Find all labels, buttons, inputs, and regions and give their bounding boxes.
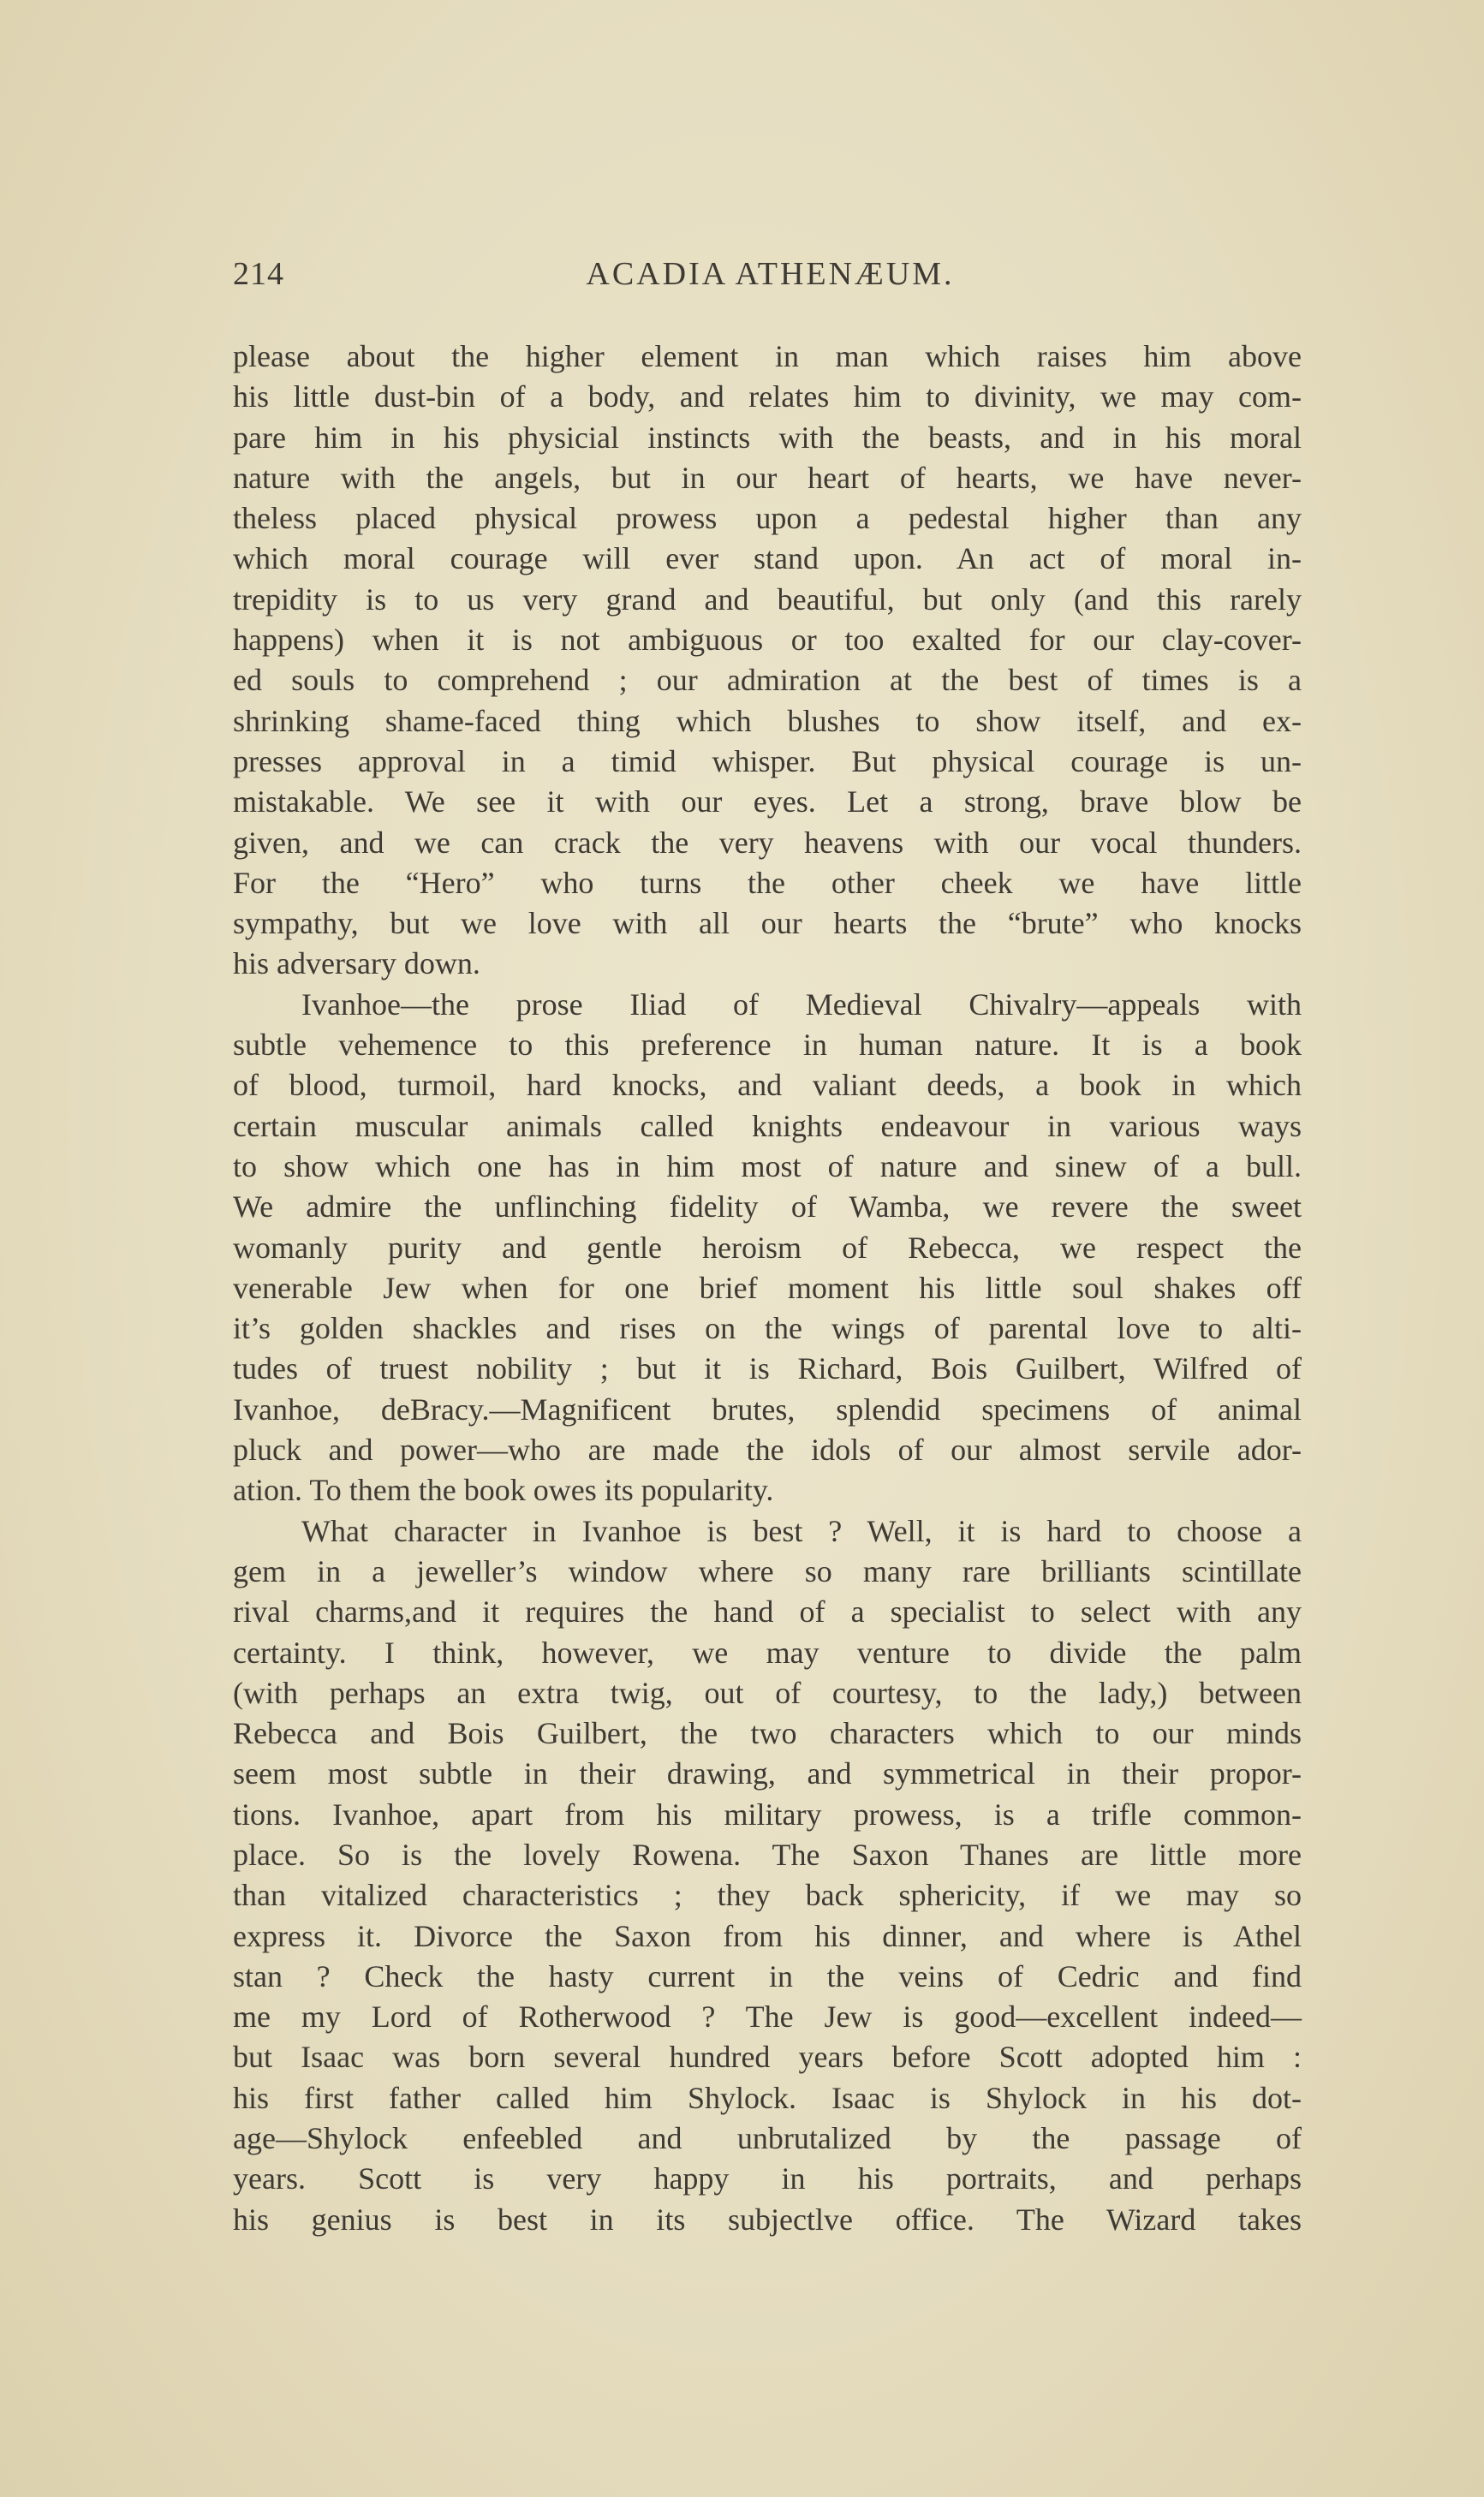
text-line: sympathy, but we love with all our hearts the “brute” who knocks — [233, 906, 1302, 941]
text-line: his adversary down. — [233, 946, 480, 981]
text-line: venerable Jew when for one brief moment his little soul shakes off — [233, 1270, 1302, 1305]
text-line: Ivanhoe—the prose Iliad of Medieval Chivalry—appeals with — [301, 986, 1302, 1022]
text-line: given, and we can crack the very heavens with our vocal thunders. — [233, 825, 1302, 860]
text-line: tudes of truest nobility ; but it is Richard, Bois Guilbert, Wilfred of — [233, 1351, 1302, 1386]
text-line: What character in Ivanhoe is best ? Well, it is hard to choose a — [301, 1513, 1302, 1548]
text-line: express it. Divorce the Saxon from his dinner, and where is Athel — [233, 1918, 1302, 1953]
text-line: than vitalized characteristics ; they back sphericity, if we may so — [233, 1878, 1302, 1913]
running-title: ACADIA ATHENÆUM. — [586, 256, 955, 292]
text-line: trepidity is to us very grand and beautiful, but only (and this rarely — [233, 581, 1302, 617]
page-header — [233, 255, 1308, 307]
text-line: subtle vehemence to this preference in human nature. It is a book — [233, 1028, 1302, 1063]
text-line: ation. To them the book owes its popularity. — [233, 1473, 774, 1508]
text-line: ed souls to comprehend ; our admiration at the best of times is a — [233, 663, 1302, 698]
text-line: age—Shylock enfeebled and unbrutalized by the passage of — [233, 2121, 1302, 2156]
text-line: (with perhaps an extra twig, out of courtesy, to the lady,) between — [233, 1675, 1302, 1710]
text-line: We admire the unflinching fidelity of Wamba, we revere the sweet — [233, 1189, 1302, 1225]
text-line: presses approval in a timid whisper. But physical courage is un- — [233, 743, 1302, 778]
text-line: but Isaac was born several hundred years before Scott adopted him : — [233, 2040, 1302, 2075]
text-line: certain muscular animals called knights endeavour in various ways — [233, 1108, 1302, 1143]
text-line: happens) when it is not ambiguous or too exalted for our clay-cover- — [233, 623, 1302, 658]
text-line: pluck and power—who are made the idols of our almost servile ador- — [233, 1433, 1302, 1468]
text-line: years. Scott is very happy in his portraits, and perhaps — [233, 2161, 1302, 2196]
text-line: rival charms,and it requires the hand of a specialist to select with any — [233, 1594, 1302, 1630]
text-line: mistakable. We see it with our eyes. Let a strong, brave blow be — [233, 784, 1302, 819]
text-line: which moral courage will ever stand upon. An act of moral in- — [233, 541, 1302, 576]
page-number: 214 — [233, 256, 284, 292]
body-text — [233, 337, 1302, 2240]
text-line: his genius is best in its subjectlve office. The Wizard takes — [233, 2202, 1302, 2237]
text-line: tions. Ivanhoe, apart from his military prowess, is a trifle common- — [233, 1797, 1302, 1832]
text-line: For the “Hero” who turns the other cheek we have little — [233, 865, 1302, 900]
text-line: womanly purity and gentle heroism of Rebecca, we respect the — [233, 1230, 1302, 1265]
text-line: Ivanhoe, deBracy.—Magnificent brutes, splendid specimens of animal — [233, 1392, 1302, 1427]
text-line: his little dust-bin of a body, and relates him to divinity, we may com- — [233, 379, 1302, 414]
text-line: Rebecca and Bois Guilbert, the two characters which to our minds — [233, 1716, 1302, 1751]
text-line: please about the higher element in man which raises him above — [233, 339, 1302, 373]
text-line: gem in a jeweller’s window where so many rare brilliants scintillate — [233, 1553, 1302, 1588]
text-line: his first father called him Shylock. Isaac is Shylock in his dot- — [233, 2080, 1302, 2115]
text-line: me my Lord of Rotherwood ? The Jew is good—excellent indeed— — [233, 1999, 1302, 2035]
text-line: certainty. I think, however, we may venture to divide the palm — [233, 1635, 1302, 1670]
text-line: seem most subtle in their drawing, and symmetrical in their propor- — [233, 1756, 1302, 1791]
text-line: of blood, turmoil, hard knocks, and valiant deeds, a book in which — [233, 1068, 1302, 1103]
text-line: to show which one has in him most of nature and sinew of a bull. — [233, 1148, 1302, 1183]
text-line: theless placed physical prowess upon a pedestal higher than any — [233, 501, 1302, 536]
text-line: it’s golden shackles and rises on the wings of parental love to alti- — [233, 1311, 1302, 1346]
text-line: nature with the angels, but in our heart of hearts, we have never- — [233, 460, 1302, 495]
text-line: shrinking shame-faced thing which blushes to show itself, and ex- — [233, 703, 1302, 738]
text-line: stan ? Check the hasty current in the veins of Cedric and find — [233, 1958, 1302, 1993]
text-line: place. So is the lovely Rowena. The Saxon Thanes are little more — [233, 1837, 1302, 1872]
text-line: pare him in his physicial instincts with the beasts, and in his moral — [233, 420, 1302, 455]
